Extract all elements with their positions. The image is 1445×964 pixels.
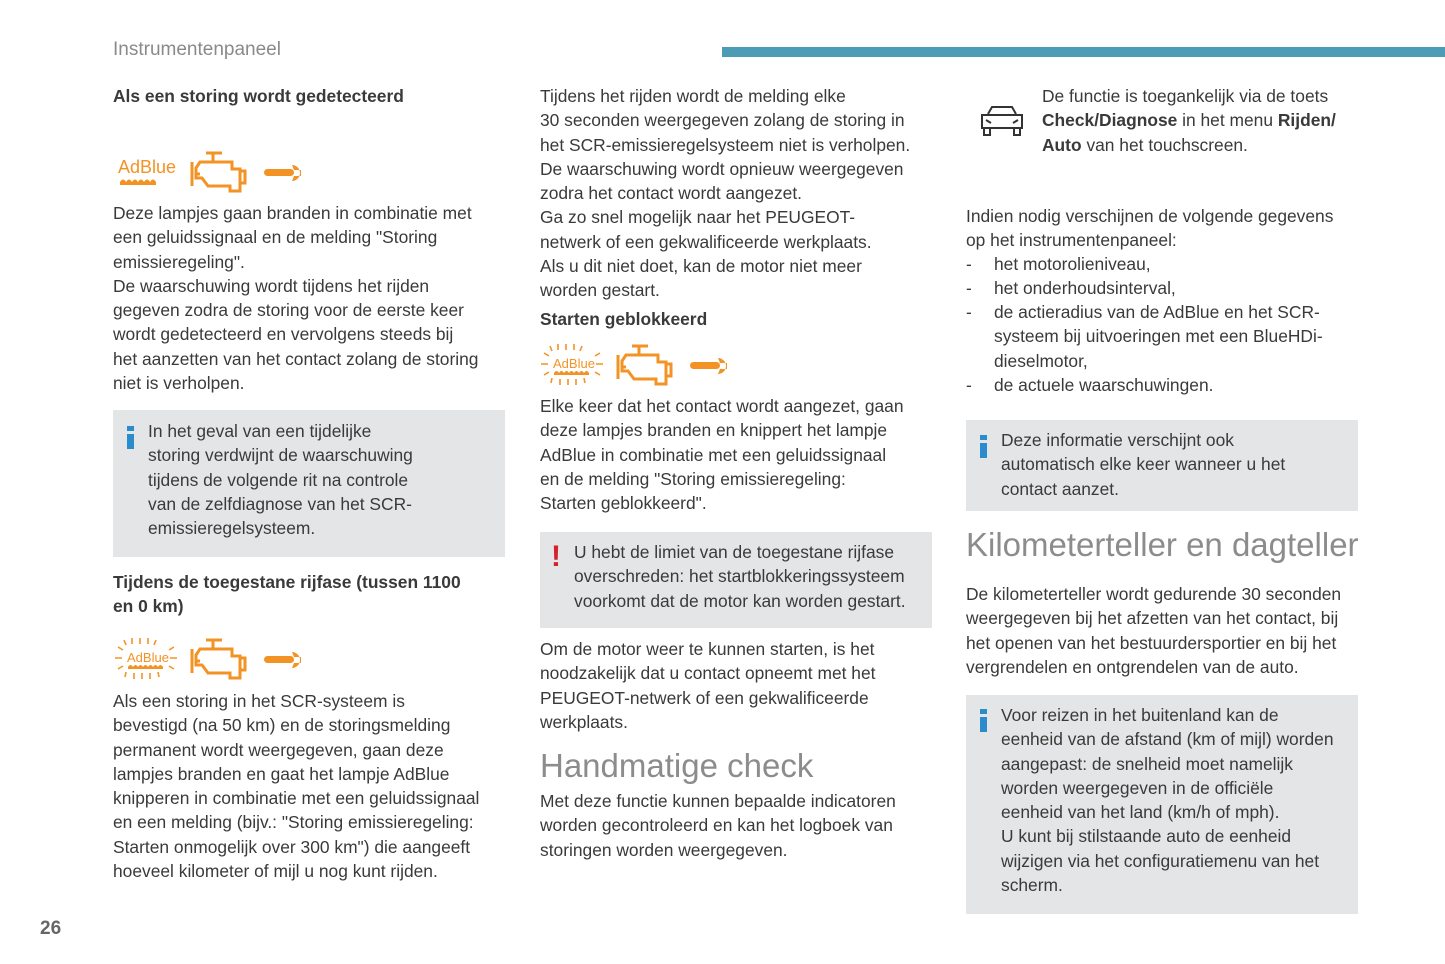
accent-bar <box>722 47 1445 57</box>
info-icon <box>980 709 987 733</box>
info-box <box>966 420 1358 511</box>
info-text: Voor reizen in het buitenland kan de eenheid van de afstand (km of mijl) worden aangepast: de snelheid moet namelijk worden weergegeven in de officiële eenheid van het land (km/h of mph). U kunt bij stilstaande auto de eenheid wijzigen via het configuratiemenu van het scherm. <box>1001 705 1334 896</box>
wrench-icon <box>690 358 727 374</box>
section-title-manual-check: Handmatige check <box>540 747 814 784</box>
paragraph: Om de motor weer te kunnen starten, is het noodzakelijk dat u contact opneemt met het PEUGEOT-netwerk of een gekwalificeerde werkplaats. <box>540 639 876 732</box>
list-item <box>966 373 1366 397</box>
check-diagnose-text <box>1042 84 1336 157</box>
text: in het menu <box>1177 110 1278 131</box>
list-text: het onderhoudsinterval, <box>994 278 1176 298</box>
warning-box <box>540 532 932 628</box>
warning-lamps-row <box>540 342 740 388</box>
list-item <box>966 300 1366 373</box>
adblue-label: AdBlue <box>553 356 595 371</box>
paragraph: Deze lampjes gaan branden in combinatie met een geluidssignaal en de melding "Storing emissieregeling". De waarschuwing wordt tijdens het rijden gegeven zodra de storing voor de eerste keer wordt gedetecteerd en vervolgens steeds bij het aanzetten van het contact zolang de storing niet is verholpen. <box>113 203 479 394</box>
heading-fault-detected: Als een storing wordt gedetecteerd <box>113 86 404 106</box>
warning-lamps-row <box>114 636 314 682</box>
info-box <box>113 410 505 557</box>
section-header: Instrumentenpaneel <box>113 39 281 60</box>
info-icon <box>980 435 987 459</box>
bullet: - <box>966 375 972 395</box>
list-text: de actuele waarschuwingen. <box>994 375 1214 395</box>
info-box <box>966 695 1358 914</box>
section-title-odometer: Kilometerteller en dagteller <box>966 526 1359 563</box>
heading-start-blocked: Starten geblokkeerd <box>540 309 708 329</box>
adblue-label: AdBlue <box>127 650 169 665</box>
info-icon <box>127 426 134 450</box>
text: van het touchscreen. <box>1081 134 1248 155</box>
check-diagnose-label: Check/Diagnose <box>1042 110 1178 131</box>
paragraph: Met deze functie kunnen bepaalde indicatoren worden gecontroleerd en kan het logboek van storingen worden weergegeven. <box>540 791 896 860</box>
list-item <box>966 276 1366 300</box>
exclamation-icon: ! <box>551 540 561 573</box>
adblue-label: AdBlue <box>118 157 177 177</box>
info-text: Deze informatie verschijnt ook automatisch elke keer wanneer u het contact aanzet. <box>1001 430 1286 499</box>
paragraph: Indien nodig verschijnen de volgende gegevens op het instrumentenpaneel: <box>966 206 1334 251</box>
bullet: - <box>966 278 972 298</box>
paragraph: Tijdens het rijden wordt de melding elke 30 seconden weergegeven zolang de storing in het SCR-emissieregelsysteem niet is verholpen. De waarschuwing wordt opnieuw weergegeven zodra het contact wordt aangezet. Ga zo snel mogelijk naar het PEUGEOT- netwerk of een gekwalificeerde werkplaats. Als u dit niet doet, kan de motor niet meer worden gestart. <box>540 86 911 301</box>
wrench-icon <box>264 165 301 181</box>
text: De functie is toegankelijk via de toets <box>1042 86 1329 106</box>
paragraph: Als een storing in het SCR-systeem is bevestigd (na 50 km) en de storingsmelding permanent wordt weergegeven, gaan deze lampjes branden en gaat het lampje AdBlue knipperen in combinatie met een geluidssignaal en een melding (bijv.: "Storing emissieregeling: Starten onmogelijk over 300 km") die aangeeft hoeveel kilometer of mijl u nog kunt rijden. <box>113 691 480 882</box>
page-number: 26 <box>40 918 62 939</box>
wrench-icon <box>264 652 301 668</box>
bullet: - <box>966 302 972 322</box>
paragraph: Elke keer dat het contact wordt aangezet, gaan deze lampjes branden en knippert het lampje AdBlue in combinatie met een geluidssignaal en de melding "Storing emissieregeling: Starten geblokkeerd". <box>540 396 904 514</box>
bullet: - <box>966 254 972 274</box>
warning-lamps-row <box>116 149 316 195</box>
list-text: het motorolieniveau, <box>994 254 1151 274</box>
heading-permitted-phase: Tijdens de toegestane rijfase (tussen 1100 en 0 km) <box>113 572 461 617</box>
adblue-icon <box>118 157 176 185</box>
list-text: de actieradius van de AdBlue en het SCR- systeem bij uitvoeringen met een BlueHDi- dieselmotor, <box>994 302 1323 371</box>
info-text: In het geval van een tijdelijke storing verdwijnt de waarschuwing tijdens de volgende rit na controle van de zelfdiagnose van het SCR- emissieregelsysteem. <box>148 421 413 539</box>
paragraph: De kilometerteller wordt gedurende 30 seconden weergegeven bij het afzetten van het contact, bij het openen van het bestuurdersportier en bij het vergrendelen en ontgrendelen van de auto. <box>966 584 1342 677</box>
car-icon <box>978 104 1026 143</box>
list-item <box>966 252 1366 276</box>
menu-label: Rijden/ Auto <box>1042 110 1336 155</box>
engine-flashing-icon <box>618 346 671 384</box>
engine-icon <box>192 153 245 191</box>
warning-text: U hebt de limiet van de toegestane rijfase overschreden: het startblokkeringssysteem voorkomt dat de motor kan worden gestart. <box>574 542 906 611</box>
engine-icon <box>192 640 245 678</box>
